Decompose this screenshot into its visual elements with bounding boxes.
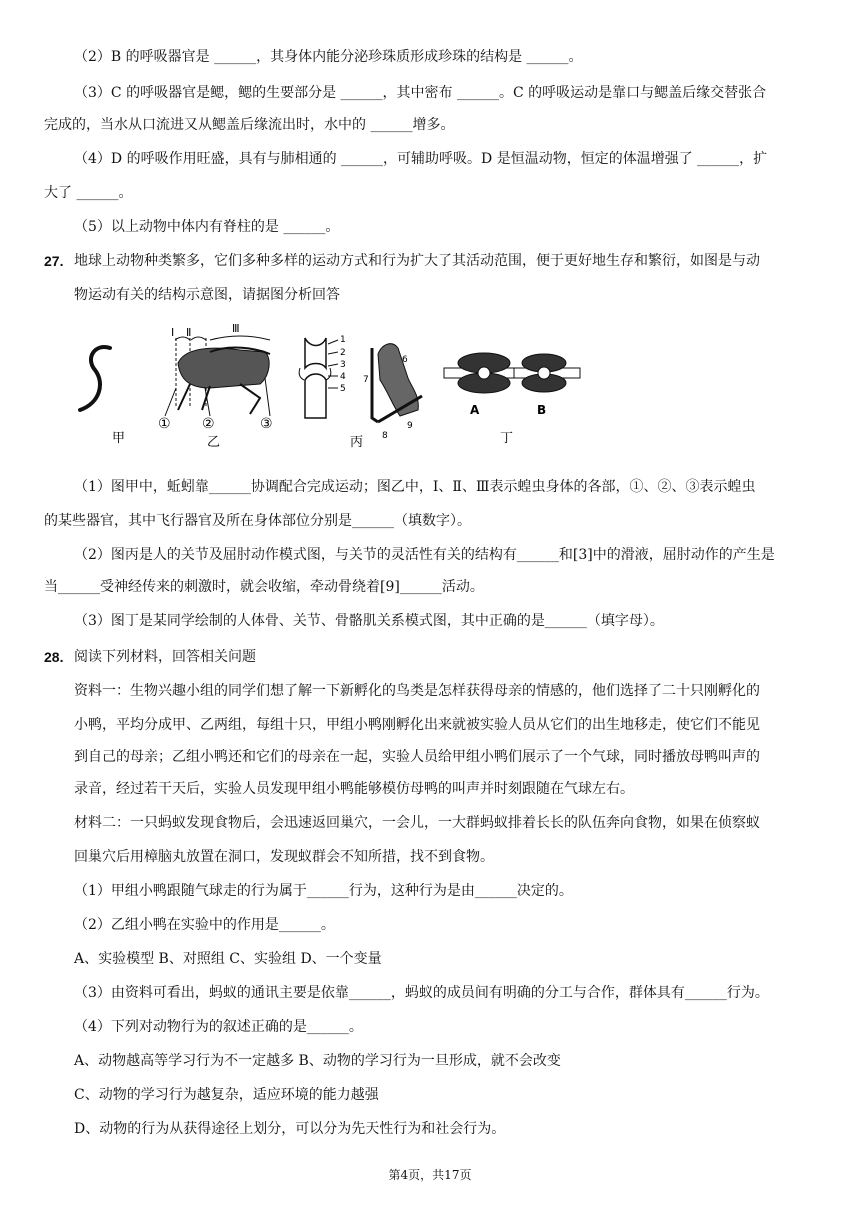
q27-part1-line2: 的某些器官，其中飞行器官及所在身体部位分别是______（填数字）。 [44, 513, 471, 529]
q28-material1-line1: 资料一：生物兴趣小组的同学们想了解一下新孵化的鸟类是怎样获得母亲的情感的，他们选择了二十只刚孵化的 [74, 683, 760, 699]
q28-material2-line2: 回巢穴后用樟脑丸放置在洞口，发现蚁群会不知所措，找不到食物。 [74, 849, 494, 865]
model-b-drawing [514, 354, 580, 392]
label-yi: 乙 [207, 435, 221, 450]
q27-part2-line1: （2）图丙是人的关节及屈肘动作模式图，与关节的灵活性有关的结构有______和[3]中的滑液，屈肘动作的产生是 [74, 547, 775, 563]
label-n6: 6 [402, 355, 408, 365]
q26-part4-line1: （4）D 的呼吸作用旺盛，具有与肺相通的 ______，可辅助呼吸。D 是恒温动物，恒定的体温增强了 ______，扩 [74, 151, 768, 167]
q28-part2: （2）乙组小鸭在实验中的作用是______。 [74, 917, 335, 933]
q27-stem-line1: 地球上动物种类繁多，它们多种多样的运动方式和行为扩大了其活动范围，便于更好地生存和繁衍，如图是与动 [74, 253, 760, 269]
q26-part3-line2: 完成的，当水从口流进又从鳃盖后缘流出时，水中的 ______增多。 [44, 117, 455, 133]
label-bing: 丙 [350, 435, 364, 450]
label-ding: 丁 [500, 431, 514, 446]
q26-part2: （2）B 的呼吸器官是 ______，其身体内能分泌珍珠质形成珍珠的结构是 ______。 [74, 49, 583, 65]
q28-material2-line1: 材料二：一只蚂蚁发现食物后，会迅速返回巢穴，一会儿，一大群蚂蚁排着长长的队伍奔向食物，如果在侦察蚁 [74, 815, 760, 831]
label-n1: 1 [340, 335, 346, 345]
label-B: B [537, 403, 547, 417]
label-circ-3: ③ [260, 416, 273, 432]
label-circ-2: ② [202, 416, 215, 432]
q27-stem-line2: 物运动有关的结构示意图，请据图分析回答 [74, 287, 340, 303]
label-A: A [470, 403, 480, 417]
label-roman-2: Ⅱ [186, 326, 192, 339]
label-n8: 8 [382, 431, 388, 441]
label-n4: 4 [340, 372, 346, 382]
q28-part4-option-d: D、动物的行为从获得途径上划分，可以分为先天性行为和社会行为。 [74, 1121, 506, 1137]
label-roman-1: Ⅰ [171, 326, 175, 339]
q28-part1: （1）甲组小鸭跟随气球走的行为属于______行为，这种行为是由______决定的。 [74, 883, 573, 899]
q28-number: 28. [44, 649, 64, 665]
q27-part1-line1: （1）图甲中，蚯蚓靠______协调配合完成运动；图乙中，Ⅰ、Ⅱ、Ⅲ表示蝗虫身体的各部，①、②、③表示蝗虫 [74, 479, 756, 495]
q28-part4-option-c: C、动物的学习行为越复杂，适应环境的能力越强 [74, 1087, 379, 1103]
q27-number: 27. [44, 253, 64, 269]
model-a-drawing [444, 353, 524, 393]
q28-part3: （3）由资料可看出，蚂蚁的通讯主要是依靠______，蚂蚁的成员间有明确的分工与合作，群体具有______行为。 [74, 985, 769, 1001]
q28-material1-line2: 小鸭，平均分成甲、乙两组，每组十只，甲组小鸭刚孵化出来就被实验人员从它们的出生地移走，使它们不能见 [74, 717, 760, 733]
joint-arm-drawing [299, 338, 422, 422]
q27-figure [60, 318, 600, 460]
label-n2: 2 [340, 348, 346, 358]
q26-part4-line2: 大了 ______。 [44, 185, 133, 201]
locust-drawing [165, 336, 270, 416]
label-jia: 甲 [112, 431, 126, 446]
label-n7: 7 [363, 375, 369, 385]
label-n5: 5 [340, 384, 346, 394]
label-roman-3: Ⅲ [232, 322, 240, 335]
q27-part2-line2: 当______受神经传来的刺激时，就会收缩，牵动骨绕着[9]______活动。 [44, 579, 484, 595]
q28-material1-line3: 到自己的母亲；乙组小鸭还和它们的母亲在一起，实验人员给甲组小鸭们展示了一个气球，同时播放母鸭叫声的 [74, 749, 760, 765]
q28-stem: 阅读下列材料，回答相关问题 [74, 649, 256, 665]
label-circ-1: ① [158, 416, 171, 432]
q27-figure-svg [60, 318, 600, 460]
label-n3: 3 [340, 360, 346, 370]
q26-part3-line1: （3）C 的呼吸器官是鳃，鳃的生要部分是 ______，其中密布 ______。C 的呼吸运动是靠口与鳃盖后缘交替张合 [74, 85, 767, 101]
q28-material1-line4: 录音，经过若干天后，实验人员发现甲组小鸭能够模仿母鸭的叫声并时刻跟随在气球左右。 [74, 781, 634, 797]
q27-part3: （3）图丁是某同学绘制的人体骨、关节、骨骼肌关系模式图，其中正确的是______（填字母）。 [74, 613, 664, 629]
page-footer: 第4页，共17页 [388, 1168, 472, 1182]
q28-part2-options: A、实验模型 B、对照组 C、实验组 D、一个变量 [74, 951, 382, 967]
q28-part4-options-ab: A、动物越高等学习行为不一定越多 B、动物的学习行为一旦形成，就不会改变 [74, 1053, 561, 1069]
label-n9: 9 [407, 421, 413, 431]
earthworm-drawing [80, 347, 110, 410]
q28-part4: （4）下列对动物行为的叙述正确的是______。 [74, 1019, 363, 1035]
q26-part5: （5）以上动物中体内有脊柱的是 ______。 [74, 219, 340, 235]
